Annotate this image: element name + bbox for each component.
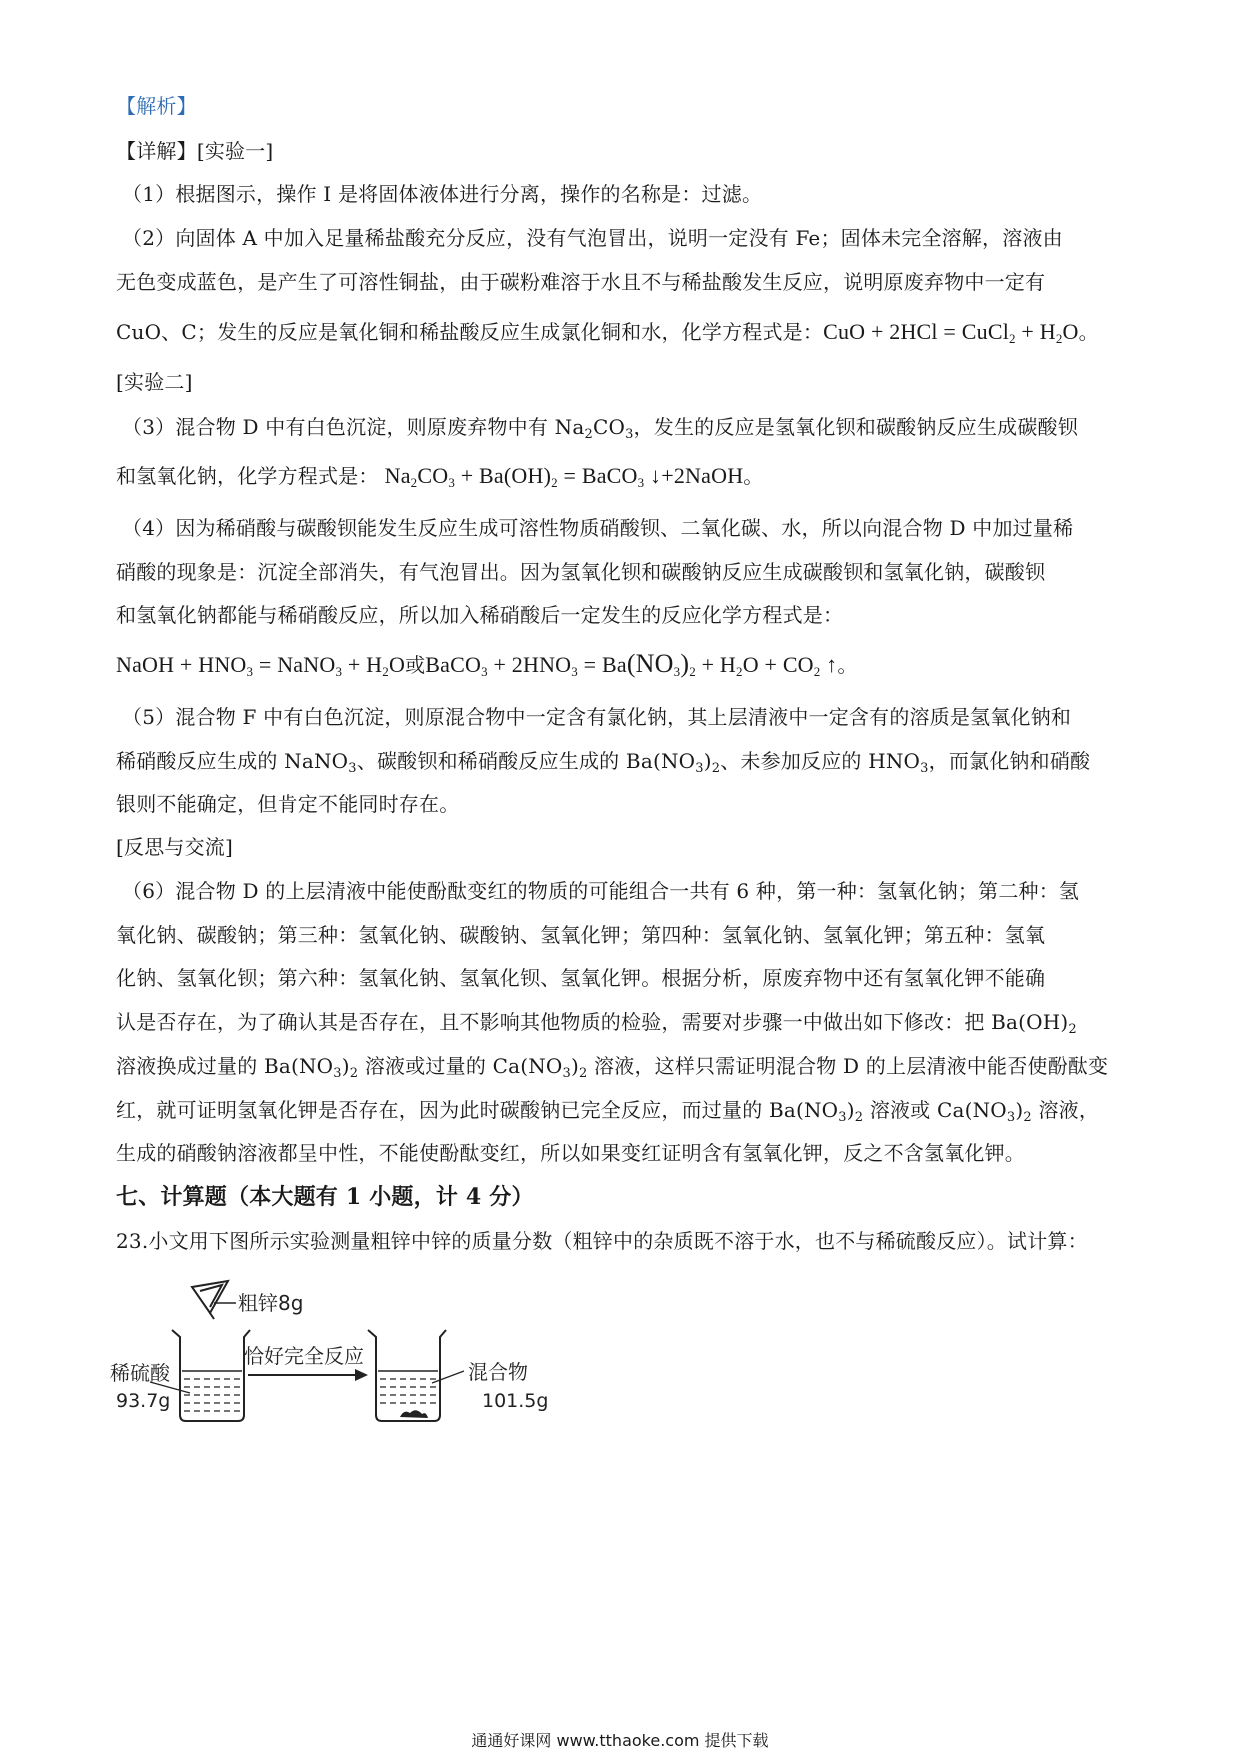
q2-line-3: CuO、C；发生的反应是氧化铜和稀盐酸反应生成氯化铜和水，化学方程式是：CuO + 2HCl = CuCl$_2$ + $H_2O$。: [116, 319, 1099, 346]
q4-equation-2: BaCO$_3$ + $2HNO_3 = Ba(NO_3)_2 + H_2O + CO_2$ ↑: [425, 649, 838, 679]
q5-line-3: 银则不能确定，但肯定不能同时存在。: [116, 792, 460, 816]
mixture-pointer-line: [432, 1371, 464, 1383]
beaker-2: [368, 1330, 446, 1421]
q3-equation: $Na_2CO_3 + Ba(OH)_2$ = BaCO$_3$ ↓+2NaOH: [384, 463, 744, 490]
question-23: 23.小文用下图所示实验测量粗锌中锌的质量分数（粗锌中的杂质既不溶于水，也不与稀硫酸反应）。试计算：: [116, 1229, 1088, 1253]
q2-line-1: （2）向固体 A 中加入足量稀盐酸充分反应，没有气泡冒出，说明一定没有 Fe；固体未完全溶解，溶液由: [122, 226, 1063, 250]
section-7-heading: 七、计算题（本大题有 1 小题，计 4 分）: [116, 1184, 534, 1210]
q4-line-1: （4）因为稀硝酸与碳酸钡能发生反应生成可溶性物质硝酸钡、二氧化碳、水，所以向混合物 D 中加过量稀: [122, 516, 1074, 540]
q2-line-3-text: CuO、C；发生的反应是氧化铜和稀盐酸反应生成氯化铜和水，化学方程式是：: [116, 320, 824, 344]
beaker-2-liquid: [380, 1379, 436, 1403]
q3-line-2: 和氢氧化钠，化学方程式是： $Na_2CO_3 + Ba(OH)_2$ = BaCO$_3$ ↓+2NaOH。: [116, 463, 764, 490]
q6-line-5: 溶液换成过量的 $Ba(NO_3)_2$ 溶液或过量的 $Ca(NO_3)_2$ 溶液，这样只需证明混合物 D 的上层清液中能否使酚酞变: [116, 1054, 1109, 1081]
experiment-2-label: [实验二]: [116, 370, 193, 394]
q4-line-2: 硝酸的现象是：沉淀全部消失，有气泡冒出。因为氢氧化钡和碳酸钠反应生成碳酸钡和氢氧化钠，碳酸钡: [116, 560, 1046, 584]
analysis-tag: 【解析】: [116, 94, 197, 118]
q6-line-4: 认是否存在，为了确认其是否存在，且不影响其他物质的检验，需要对步骤一中做出如下修改：把 $Ba(OH)_2$: [116, 1010, 1077, 1037]
q3-line-1: （3）混合物 D 中有白色沉淀，则原废弃物中有 $Na_2CO_3$，发生的反应是氢氧化钡和碳酸钠反应生成碳酸钡: [122, 415, 1078, 442]
reflection-label: [反思与交流]: [116, 835, 234, 859]
reaction-label: 恰好完全反应: [244, 1344, 364, 1368]
experiment-figure: [110, 1275, 630, 1465]
beaker-1: [172, 1330, 250, 1421]
acid-label: 稀硫酸: [110, 1361, 170, 1385]
q5-line-2: 稀硝酸反应生成的 NaNO$_3$、碳酸钡和稀硝酸反应生成的 $Ba(NO_3)_2$、未参加反应的 $HNO_3$，而氯化钠和硝酸: [116, 749, 1091, 776]
q6-line-2: 氧化钠、碳酸钠；第三种：氢氧化钠、碳酸钠、氢氧化钾；第四种：氢氧化钠、氢氧化钾；第五种：氢氧: [116, 923, 1046, 947]
experiment-1-label: [实验一]: [196, 139, 274, 163]
page-footer: 通通好课网 www.tthaoke.com 提供下载: [471, 1731, 769, 1750]
q5-line-1: （5）混合物 F 中有白色沉淀，则原混合物中一定含有氯化钠，其上层清液中一定含有的溶质是氢氧化钠和: [122, 705, 1072, 729]
q6-line-1: （6）混合物 D 的上层清液中能使酚酞变红的物质的可能组合一共有 6 种，第一种：氢氧化钠；第二种：氢: [122, 879, 1080, 903]
arrow-head-icon: [355, 1369, 368, 1381]
detail-bracket: 【详解】: [116, 139, 197, 163]
q4-equation-1: NaOH + $HNO_3$ = NaNO$_3$ + $H_2O$: [116, 652, 406, 679]
q2-line-2: 无色变成蓝色，是产生了可溶性铜盐，由于碳粉难溶于水且不与稀盐酸发生反应，说明原废弃物中一定有: [116, 270, 1046, 294]
detail-heading: [116, 137, 1136, 165]
q1-text: （1）根据图示，操作 I 是将固体液体进行分离，操作的名称是：过滤。: [122, 182, 763, 206]
residue-icon: [400, 1410, 428, 1418]
paper-funnel-icon: [192, 1281, 228, 1319]
acid-mass: 93.7g: [116, 1390, 171, 1412]
mixture-label: 混合物: [468, 1360, 528, 1384]
q6-line-3: 化钠、氢氧化钡；第六种：氢氧化钠、氢氧化钡、氢氧化钾。根据分析，原废弃物中还有氢氧化钾不能确: [116, 966, 1046, 990]
q4-line-3: 和氢氧化钠都能与稀硝酸反应，所以加入稀硝酸后一定发生的反应化学方程式是：: [116, 603, 844, 627]
beaker-1-liquid: [184, 1379, 240, 1411]
or-word: 或: [405, 653, 426, 677]
mixture-mass: 101.5g: [482, 1390, 549, 1412]
zinc-label: 粗锌8g: [238, 1291, 304, 1315]
q6-line-6: 红，就可证明氢氧化钾是否存在，因为此时碳酸钠已完全反应，而过量的 $Ba(NO_3)_2$ 溶液或 $Ca(NO_3)_2$ 溶液，: [116, 1098, 1100, 1125]
q6-line-7: 生成的硝酸钠溶液都呈中性，不能使酚酞变红，所以如果变红证明含有氢氧化钾，反之不含氢氧化钾。: [116, 1141, 1025, 1165]
q2-equation: CuO + 2HCl = CuCl$_2$ + $H_2O$: [823, 319, 1079, 346]
q4-equations: NaOH + $HNO_3$ = NaNO$_3$ + $H_2O$或BaCO$_3$ + $2HNO_3 = Ba(NO_3)_2 + H_2O + CO_2$ ↑。: [116, 649, 858, 679]
